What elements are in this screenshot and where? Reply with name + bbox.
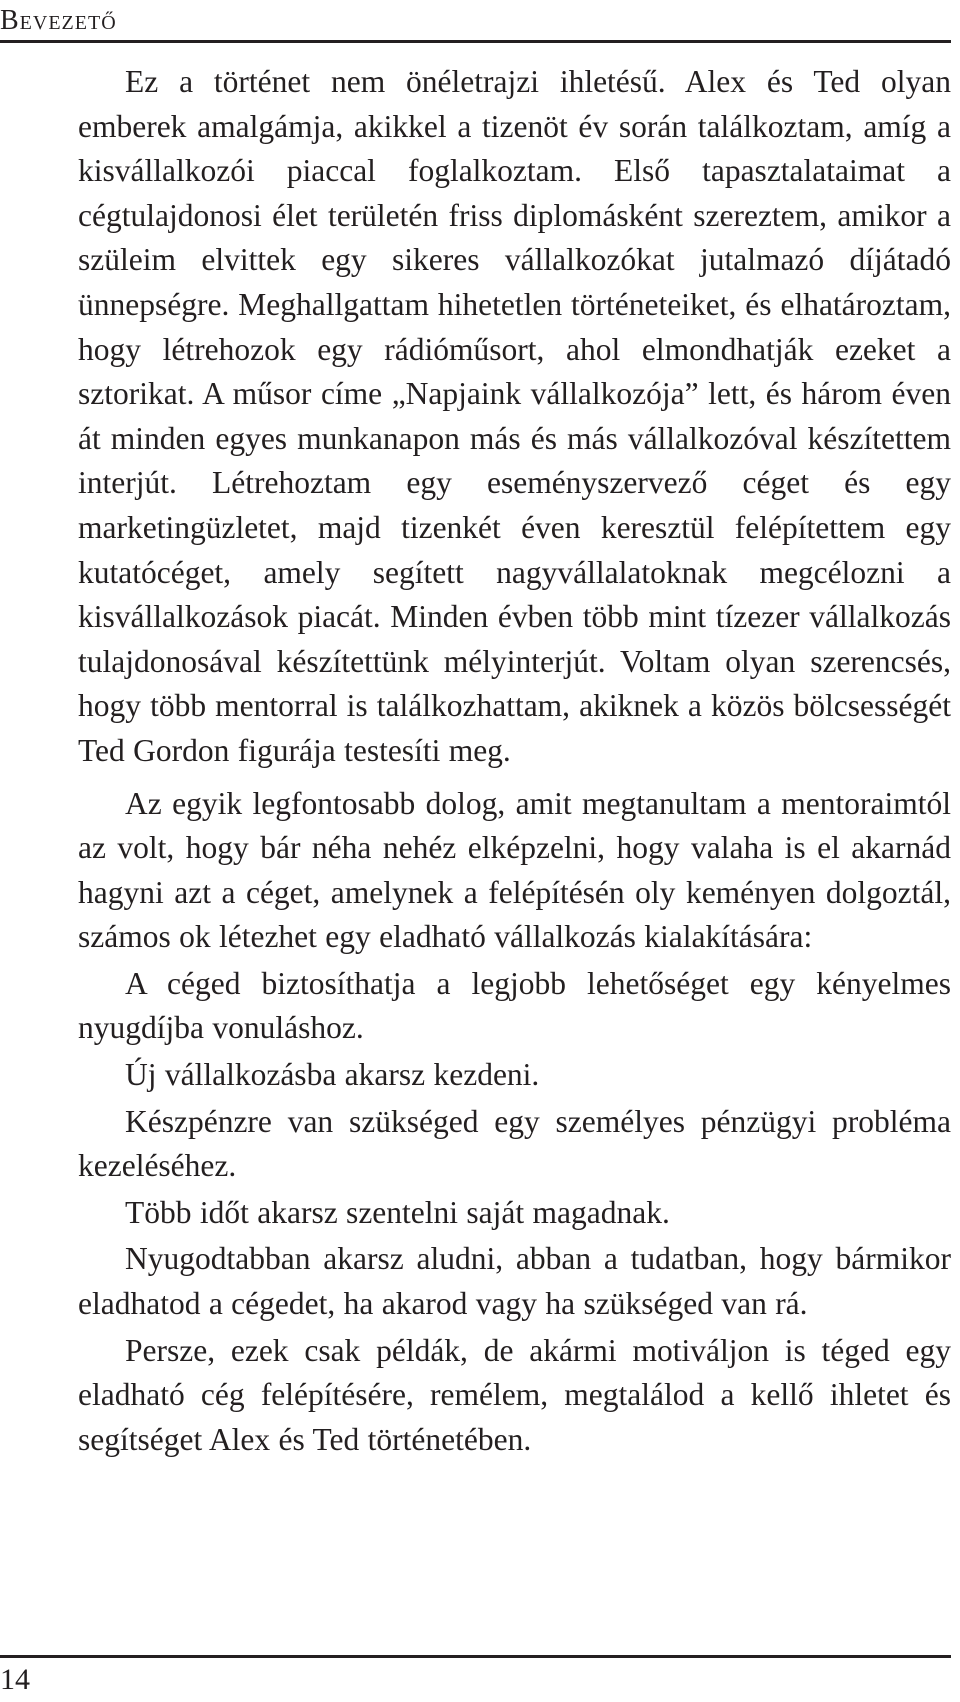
footer-rule (0, 1655, 951, 1658)
reason-cash-need: Készpénzre van szükséged egy személyes pénzügyi probléma kezeléséhez. (78, 1103, 951, 1184)
header-rule (0, 40, 951, 43)
reason-sleep-better: Nyugodtabban akarsz aludni, abban a tudatban, hogy bármikor eladhatod a cégedet, ha akarod vagy ha szükséged van rá. (78, 1241, 951, 1322)
body-text (78, 60, 951, 1462)
paragraph-intro: Ez a történet nem önéletrajzi ihletésű. Alex és Ted olyan emberek amalgámja, akikkel a tizenöt év során találkoztam, amíg a kisvállalkozói piaccal foglalkoztam. Első tapasztalataimat a cégtulajdonosi élet területén friss diplomásként szereztem, amikor a szüleim elvittek egy sikeres vállalkozókat jutalmazó díjátadó ünnepségre. Meghallgattam hihetetlen történeteiket, és elhatároztam, hogy létrehozok egy rádióműsort, ahol elmondhatják ezeket a sztorikat. A műsor címe „Napjaink vállalkozója” lett, és három éven át minden egyes munkanapon más és más vállalkozóval készítettem interjút. Létrehoztam egy eseményszervező céget és egy marketingüzletet, majd tizenkét éven keresztül felépítettem egy kutatócéget, amely segített nagyvállalatoknak megcélozni a kisvállalkozások piacát. Minden évben több mint tízezer vállalkozás tulajdonosával készítettünk mélyinterjút. Voltam olyan szerencsés, hogy több mentorral is találkozhattam, akiknek a közös bölcsességét Ted Gordon figurája testesíti meg. (78, 64, 951, 768)
reason-more-time: Több időt akarsz szentelni saját magadnak. (125, 1194, 670, 1230)
running-head-title: Bevezető (0, 5, 117, 36)
paragraph-reasons-intro: Az egyik legfontosabb dolog, amit megtanultam a mentoraimtól az volt, hogy bár néha nehéz elképzelni, hogy valaha is el akarnád hagyni azt a céget, amelynek a felépítésén oly keményen dolgoztál, számos ok létezhet egy eladható vállalkozás kialakítására: (78, 785, 951, 955)
paragraph-closing: Persze, ezek csak példák, de akármi motiváljon is téged egy eladható cég felépítésére, remélem, megtalálod a kellő ihletet és segítséget Alex és Ted történetében. (78, 1332, 951, 1457)
reason-retirement: A céged biztosíthatja a legjobb lehetőséget egy kényelmes nyugdíjba vonuláshoz. (78, 965, 951, 1046)
reason-new-venture: Új vállalkozásba akarsz kezdeni. (125, 1057, 540, 1093)
page-number: 14 (0, 1663, 30, 1696)
